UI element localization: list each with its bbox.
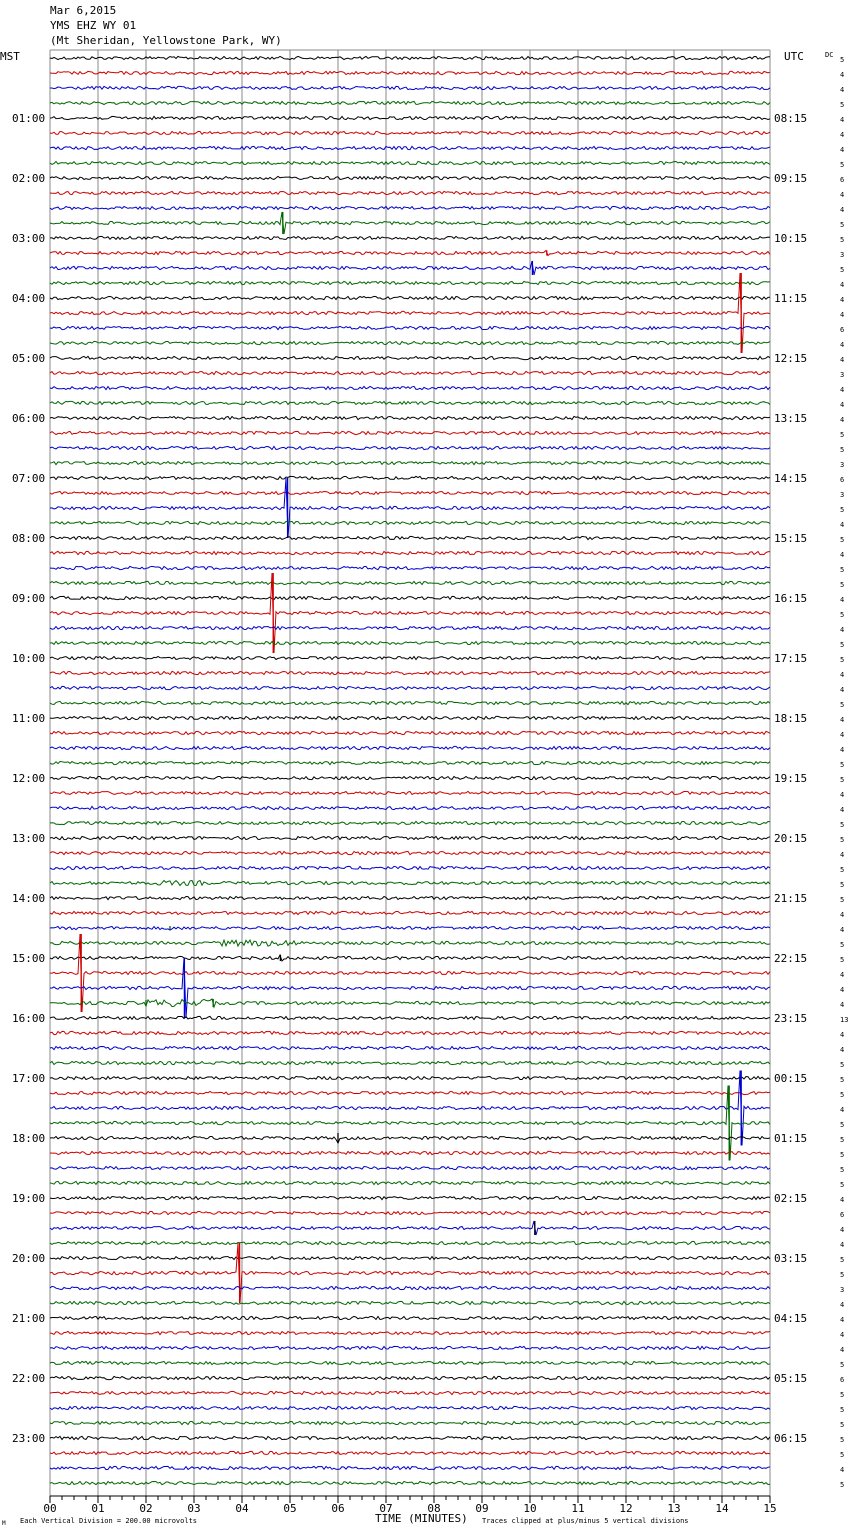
dc-label: DC [825, 51, 834, 59]
dc-offset-value: 4 [840, 596, 845, 604]
utc-hour-label: 21:15 [774, 892, 808, 905]
trace-line [50, 1256, 770, 1259]
dc-offset-value: 4 [840, 551, 845, 559]
dc-offset-value: 5 [840, 536, 845, 544]
dc-offset-value: 5 [840, 506, 845, 514]
trace-line [50, 1376, 770, 1379]
dc-offset-value: 5 [840, 1151, 845, 1159]
dc-offset-value: 5 [840, 896, 845, 904]
mst-hour-label: 12:00 [12, 772, 46, 785]
trace-line [50, 1151, 770, 1154]
mst-hour-label: 08:00 [12, 532, 46, 545]
trace-line [50, 1406, 770, 1409]
mst-hour-label: 07:00 [12, 472, 46, 485]
trace-line [50, 701, 770, 704]
dc-offset-value: 4 [840, 731, 845, 739]
dc-offset-value: 5 [840, 1181, 845, 1189]
dc-offset-value: 4 [840, 191, 845, 199]
utc-hour-label: 15:15 [774, 532, 808, 545]
trace-line [50, 1076, 770, 1079]
dc-offset-value: 4 [840, 1031, 845, 1039]
utc-hour-label: 06:15 [774, 1432, 808, 1445]
dc-offset-value: 5 [840, 236, 845, 244]
trace-line [50, 161, 770, 164]
trace-line [50, 821, 770, 824]
trace-group [50, 56, 770, 1484]
trace-line [50, 446, 770, 449]
trace-line [50, 955, 770, 961]
trace-line [50, 1391, 770, 1394]
trace-line [50, 1211, 770, 1214]
trace-line [50, 596, 770, 599]
utc-hour-label: 08:15 [774, 112, 808, 125]
dc-offset-value: 5 [840, 1061, 845, 1069]
trace-line [50, 791, 770, 794]
dc-offset-value: 5 [840, 1361, 845, 1369]
x-tick-label: 02 [139, 1502, 153, 1515]
trace-line [50, 1016, 770, 1019]
trace-line [50, 478, 770, 538]
trace-line [50, 251, 770, 256]
dc-offset-value: 5 [840, 266, 845, 274]
x-tick-label: 06 [331, 1502, 345, 1515]
utc-hour-label: 17:15 [774, 652, 808, 665]
trace-line [50, 761, 770, 764]
utc-hour-label: 18:15 [774, 712, 808, 725]
axis-labels [12, 56, 848, 1515]
x-tick-label: 03 [187, 1502, 201, 1515]
dc-offset-value: 5 [840, 566, 845, 574]
trace-line [50, 261, 770, 275]
dc-offset-value: 4 [840, 521, 845, 529]
dc-offset-value: 6 [840, 476, 845, 484]
trace-line [50, 686, 770, 689]
trace-line [50, 1136, 770, 1143]
trace-line [50, 881, 770, 886]
trace-line [50, 958, 770, 1018]
station-location: (Mt Sheridan, Yellowstone Park, WY) [50, 34, 282, 47]
dc-offset-value: 5 [840, 1121, 845, 1129]
x-tick-label: 09 [475, 1502, 489, 1515]
trace-line [50, 911, 770, 914]
trace-line [50, 431, 770, 434]
utc-hour-label: 01:15 [774, 1132, 808, 1145]
mst-hour-label: 04:00 [12, 292, 46, 305]
trace-line [50, 776, 770, 779]
mst-hour-label: 20:00 [12, 1252, 46, 1265]
dc-offset-value: 5 [840, 956, 845, 964]
corner-mark: M [2, 1520, 6, 1527]
dc-offset-value: 5 [840, 101, 845, 109]
plot-date: Mar 6,2015 [50, 4, 117, 17]
dc-offset-value: 5 [840, 641, 845, 649]
dc-offset-value: 4 [840, 686, 845, 694]
trace-line [50, 866, 770, 869]
trace-line [50, 657, 770, 660]
dc-offset-value: 4 [840, 1316, 845, 1324]
trace-line [50, 934, 770, 1012]
dc-offset-value: 4 [840, 281, 845, 289]
station-code: YMS EHZ WY 01 [50, 19, 137, 32]
dc-offset-value: 5 [840, 1256, 845, 1264]
utc-hour-label: 13:15 [774, 412, 808, 425]
utc-hour-label: 02:15 [774, 1192, 808, 1205]
dc-offset-value: 4 [840, 1466, 845, 1474]
dc-offset-value: 5 [840, 866, 845, 874]
dc-offset-value: 5 [840, 881, 845, 889]
dc-offset-value: 6 [840, 326, 845, 334]
dc-offset-value: 4 [840, 671, 845, 679]
utc-hour-label: 03:15 [774, 1252, 808, 1265]
dc-offset-value: 4 [840, 401, 845, 409]
dc-offset-value: 4 [840, 716, 845, 724]
mst-hour-label: 23:00 [12, 1432, 46, 1445]
dc-offset-value: 4 [840, 1301, 845, 1309]
dc-offset-value: 4 [840, 806, 845, 814]
dc-offset-value: 5 [840, 611, 845, 619]
trace-line [50, 1181, 770, 1184]
trace-line [50, 566, 770, 569]
x-tick-label: 14 [715, 1502, 729, 1515]
x-tick-label: 15 [763, 1502, 777, 1515]
utc-hour-label: 23:15 [774, 1012, 808, 1025]
trace-line [50, 356, 770, 359]
mst-hour-label: 16:00 [12, 1012, 46, 1025]
dc-offset-value: 5 [840, 941, 845, 949]
x-tick-label: 01 [91, 1502, 105, 1515]
dc-offset-value: 5 [840, 776, 845, 784]
trace-line [50, 56, 770, 59]
mst-hour-label: 03:00 [12, 232, 46, 245]
utc-hour-label: 05:15 [774, 1372, 808, 1385]
dc-offset-value: 5 [840, 1271, 845, 1279]
utc-hour-label: 19:15 [774, 772, 808, 785]
x-axis-title: TIME (MINUTES) [375, 1512, 468, 1525]
trace-line [50, 386, 770, 389]
utc-hour-label: 16:15 [774, 592, 808, 605]
trace-line [50, 746, 770, 749]
trace-line [50, 1243, 770, 1303]
trace-line [50, 206, 770, 209]
trace-line [50, 1166, 770, 1169]
trace-line [50, 1046, 770, 1049]
x-tick-label: 00 [43, 1502, 57, 1515]
mst-hour-label: 17:00 [12, 1072, 46, 1085]
dc-offset-value: 4 [840, 71, 845, 79]
trace-line [50, 1451, 770, 1454]
mst-hour-label: 19:00 [12, 1192, 46, 1205]
dc-offset-value: 5 [840, 1391, 845, 1399]
dc-offset-value: 4 [840, 1196, 845, 1204]
trace-line [50, 1316, 770, 1319]
trace-line [50, 573, 770, 653]
dc-offset-value: 5 [840, 1481, 845, 1489]
dc-offset-value: 4 [840, 146, 845, 154]
trace-line [50, 1481, 770, 1484]
x-tick-label: 07 [379, 1502, 393, 1515]
dc-offset-value: 5 [840, 761, 845, 769]
trace-line [50, 416, 770, 419]
dc-offset-value: 5 [840, 446, 845, 454]
dc-offset-value: 5 [840, 1166, 845, 1174]
dc-offset-value: 4 [840, 926, 845, 934]
dc-offset-value: 4 [840, 1106, 845, 1114]
trace-line [50, 341, 770, 344]
trace-line [50, 731, 770, 734]
dc-offset-value: 4 [840, 416, 845, 424]
dc-offset-value: 4 [840, 971, 845, 979]
dc-offset-value: 4 [840, 791, 845, 799]
trace-line [50, 212, 770, 234]
x-tick-label: 08 [427, 1502, 441, 1515]
utc-hour-label: 10:15 [774, 232, 808, 245]
dc-offset-value: 5 [840, 56, 845, 64]
dc-offset-value: 5 [840, 161, 845, 169]
trace-line [50, 146, 770, 149]
trace-line [50, 1221, 770, 1235]
trace-line [50, 806, 770, 809]
trace-line [50, 1346, 770, 1349]
dc-offset-value: 4 [840, 341, 845, 349]
dc-offset-value: 4 [840, 311, 845, 319]
trace-line [50, 671, 770, 674]
dc-offset-value: 4 [840, 1346, 845, 1354]
mst-hour-label: 09:00 [12, 592, 46, 605]
right-timezone-label: UTC [784, 50, 804, 63]
dc-offset-value: 5 [840, 1136, 845, 1144]
dc-offset-value: 5 [840, 1076, 845, 1084]
utc-hour-label: 00:15 [774, 1072, 808, 1085]
trace-line [50, 1436, 770, 1439]
dc-offset-value: 5 [840, 836, 845, 844]
dc-offset-value: 4 [840, 1001, 845, 1009]
dc-offset-value: 4 [840, 626, 845, 634]
trace-line [50, 371, 770, 374]
trace-line [50, 131, 770, 134]
mst-hour-label: 21:00 [12, 1312, 46, 1325]
dc-offset-value: 13 [840, 1016, 849, 1024]
trace-line [50, 626, 770, 629]
mst-hour-label: 22:00 [12, 1372, 46, 1385]
clip-note: Traces clipped at plus/minus 5 vertical divisions [482, 1517, 689, 1525]
x-tick-label: 04 [235, 1502, 249, 1515]
trace-line [50, 401, 770, 404]
trace-line [50, 1071, 770, 1146]
x-tick-label: 05 [283, 1502, 297, 1515]
dc-offset-value: 3 [840, 461, 845, 469]
dc-offset-value: 4 [840, 986, 845, 994]
dc-offset-value: 5 [840, 1436, 845, 1444]
trace-line [50, 926, 770, 930]
mst-hour-label: 14:00 [12, 892, 46, 905]
trace-line [50, 940, 770, 946]
dc-offset-value: 5 [840, 581, 845, 589]
dc-offset-value: 4 [840, 1331, 845, 1339]
dc-offset-value: 5 [840, 1091, 845, 1099]
trace-line [50, 236, 770, 239]
dc-offset-value: 4 [840, 911, 845, 919]
dc-offset-value: 5 [840, 431, 845, 439]
trace-line [50, 1086, 770, 1161]
dc-offset-value: 5 [840, 656, 845, 664]
trace-line [50, 1061, 770, 1064]
trace-line [50, 461, 770, 464]
dc-offset-value: 5 [840, 701, 845, 709]
trace-line [50, 1031, 770, 1034]
scale-note: Each Vertical Division = 200.00 microvolts [20, 1517, 198, 1525]
mst-hour-label: 15:00 [12, 952, 46, 965]
trace-line [50, 641, 770, 644]
trace-line [50, 1361, 770, 1364]
dc-offset-value: 4 [840, 386, 845, 394]
mst-hour-label: 10:00 [12, 652, 46, 665]
x-tick-label: 12 [619, 1502, 633, 1515]
trace-line [50, 101, 770, 104]
utc-hour-label: 12:15 [774, 352, 808, 365]
trace-line [50, 191, 770, 194]
dc-offset-value: 4 [840, 116, 845, 124]
x-tick-label: 10 [523, 1502, 537, 1515]
trace-line [50, 116, 770, 119]
trace-line [50, 1286, 770, 1289]
dc-offset-value: 6 [840, 176, 845, 184]
trace-line [50, 71, 770, 74]
x-tick-label: 11 [571, 1502, 585, 1515]
mst-hour-label: 06:00 [12, 412, 46, 425]
left-timezone-label: MST [0, 50, 20, 63]
trace-line [50, 851, 770, 854]
trace-line [50, 281, 770, 284]
trace-line [50, 581, 770, 584]
trace-line [50, 326, 770, 329]
dc-offset-value: 4 [840, 206, 845, 214]
utc-hour-label: 04:15 [774, 1312, 808, 1325]
dc-offset-value: 5 [840, 1451, 845, 1459]
trace-line [50, 896, 770, 899]
mst-hour-label: 02:00 [12, 172, 46, 185]
trace-line [50, 1466, 770, 1469]
dc-offset-value: 4 [840, 1226, 845, 1234]
dc-offset-value: 4 [840, 356, 845, 364]
dc-offset-value: 3 [840, 491, 845, 499]
dc-offset-value: 6 [840, 1211, 845, 1219]
trace-line [50, 1092, 770, 1095]
trace-line [50, 86, 770, 89]
trace-line [50, 1301, 770, 1304]
mst-hour-label: 05:00 [12, 352, 46, 365]
trace-line [50, 551, 770, 554]
utc-hour-label: 14:15 [774, 472, 808, 485]
mst-hour-label: 18:00 [12, 1132, 46, 1145]
trace-line [50, 176, 770, 179]
dc-offset-value: 4 [840, 296, 845, 304]
dc-offset-value: 4 [840, 86, 845, 94]
utc-hour-label: 20:15 [774, 832, 808, 845]
utc-hour-label: 09:15 [774, 172, 808, 185]
trace-line [50, 296, 770, 299]
trace-line [50, 1241, 770, 1244]
dc-offset-value: 3 [840, 371, 845, 379]
mst-hour-label: 13:00 [12, 832, 46, 845]
dc-offset-value: 4 [840, 851, 845, 859]
trace-line [50, 1196, 770, 1199]
utc-hour-label: 22:15 [774, 952, 808, 965]
trace-line [50, 716, 770, 719]
mst-hour-label: 11:00 [12, 712, 46, 725]
dc-offset-value: 5 [840, 1406, 845, 1414]
trace-line [50, 521, 770, 524]
dc-offset-value: 6 [840, 1376, 845, 1384]
dc-offset-value: 5 [840, 221, 845, 229]
dc-offset-value: 4 [840, 1046, 845, 1054]
trace-line [50, 1421, 770, 1424]
trace-line [50, 1331, 770, 1334]
dc-offset-value: 3 [840, 251, 845, 259]
trace-line [50, 491, 770, 494]
trace-line [50, 476, 770, 479]
x-tick-label: 13 [667, 1502, 681, 1515]
dc-offset-value: 4 [840, 746, 845, 754]
utc-hour-label: 11:15 [774, 292, 808, 305]
dc-offset-value: 5 [840, 1421, 845, 1429]
dc-offset-value: 5 [840, 821, 845, 829]
mst-hour-label: 01:00 [12, 112, 46, 125]
trace-line [50, 836, 770, 839]
trace-line [50, 536, 770, 539]
trace-line [50, 999, 770, 1007]
dc-offset-value: 4 [840, 131, 845, 139]
dc-offset-value: 4 [840, 1241, 845, 1249]
dc-offset-value: 3 [840, 1286, 845, 1294]
